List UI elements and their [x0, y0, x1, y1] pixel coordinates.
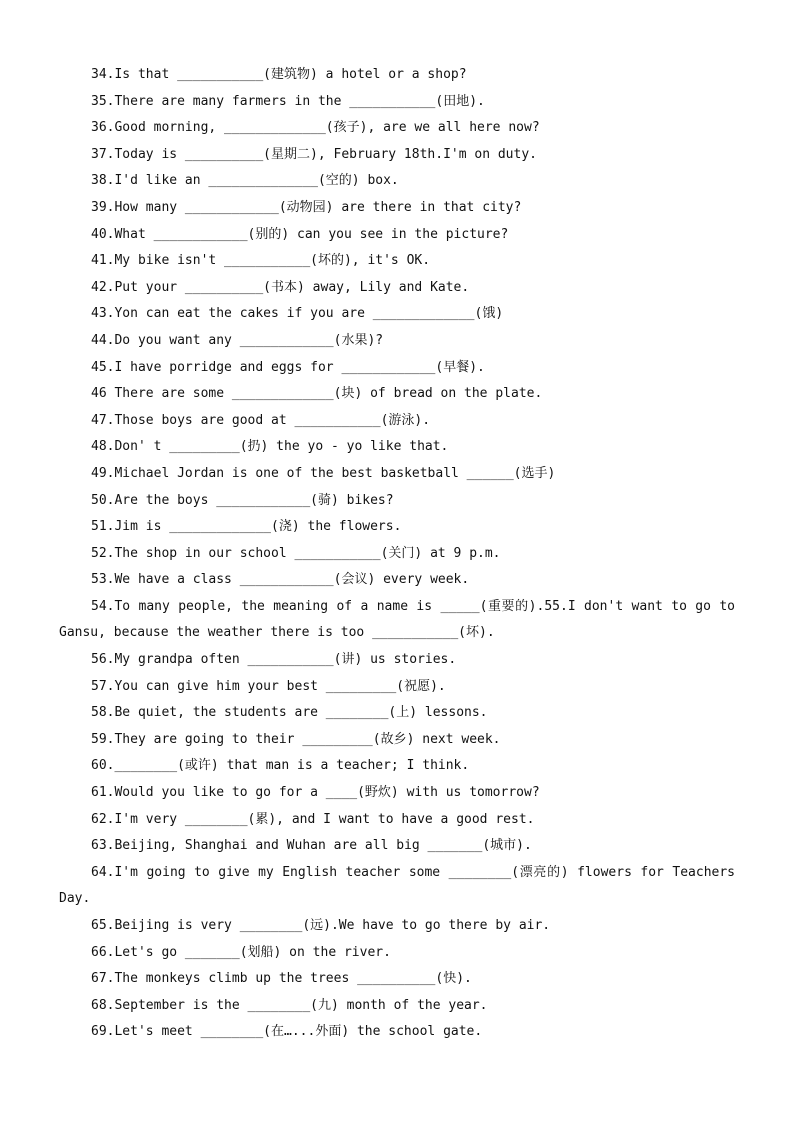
exercise-line: 69.Let's meet ________(在…...外面) the school gate.: [91, 1024, 483, 1040]
exercise-line: 49.Michael Jordan is one of the best basketball ______(选手): [91, 465, 556, 481]
exercise-line: 67.The monkeys climb up the trees __________(快).: [91, 971, 472, 987]
exercise-line: 34.Is that ___________(建筑物) a hotel or a shop?: [91, 67, 467, 82]
exercise-line: 52.The shop in our school ___________(关门) at 9 p.m.: [91, 545, 501, 561]
exercise-line: 66.Let's go _______(划船) on the river.: [91, 944, 391, 960]
exercise-line: 58.Be quiet, the students are ________(上) lessons.: [91, 705, 488, 721]
exercise-line: 63.Beijing, Shanghai and Wuhan are all big _______(城市).: [91, 838, 532, 854]
exercise-line: 48.Don' t _________(扔) the yo - yo like that.: [91, 439, 449, 455]
exercise-line: 60.________(或许) that man is a teacher; I think.: [91, 758, 470, 774]
exercise-line: 39.How many ____________(动物园) are there in that city?: [91, 199, 522, 215]
exercise-line: 37.Today is __________(星期二), February 18th.I'm on duty.: [91, 146, 537, 162]
exercise-line: 54.To many people, the meaning of a name is _____(重要的).55.I don't want to go to Gansu, because the weather there is too ___________(坏).: [59, 598, 743, 641]
exercise-line: 68.September is the ________(九) month of the year.: [91, 997, 488, 1013]
exercise-line: 51.Jim is _____________(浇) the flowers.: [91, 519, 402, 535]
exercise-line: 62.I'm very ________(累), and I want to have a good rest.: [91, 811, 535, 827]
exercise-line: 44.Do you want any ____________(水果)?: [91, 332, 384, 348]
exercise-list: [59, 62, 743, 1046]
exercise-line: 35.There are many farmers in the ___________(田地).: [91, 93, 485, 109]
exercise-line: 56.My grandpa often ___________(讲) us stories.: [91, 652, 457, 668]
exercise-line: 64.I'm going to give my English teacher some ________(漂亮的) flowers for Teachers Day.: [59, 864, 743, 907]
exercise-line: 40.What ____________(别的) can you see in the picture?: [91, 226, 509, 242]
exercise-line: 46 There are some _____________(块) of bread on the plate.: [91, 386, 543, 402]
exercise-line: 36.Good morning, _____________(孩子), are we all here now?: [91, 120, 540, 136]
exercise-line: 42.Put your __________(书本) away, Lily and Kate.: [91, 279, 470, 295]
exercise-line: 38.I'd like an ______________(空的) box.: [91, 173, 399, 189]
exercise-line: 61.Would you like to go for a ____(野炊) with us tomorrow?: [91, 785, 540, 801]
exercise-line: 41.My bike isn't ___________(坏的), it's OK.: [91, 253, 431, 269]
exercise-line: 65.Beijing is very ________(远).We have to go there by air.: [91, 918, 551, 933]
exercise-line: 50.Are the boys ____________(骑) bikes?: [91, 492, 394, 508]
exercise-line: 53.We have a class ____________(会议) every week.: [91, 572, 470, 588]
exercise-line: 45.I have porridge and eggs for ____________(早餐).: [91, 359, 485, 375]
exercise-line: 57.You can give him your best _________(祝愿).: [91, 678, 446, 694]
exercise-line: 59.They are going to their _________(故乡) next week.: [91, 731, 501, 747]
exercise-line: 47.Those boys are good at ___________(游泳).: [91, 412, 431, 428]
exercise-line: 43.Yon can eat the cakes if you are _____________(饿): [91, 306, 504, 322]
